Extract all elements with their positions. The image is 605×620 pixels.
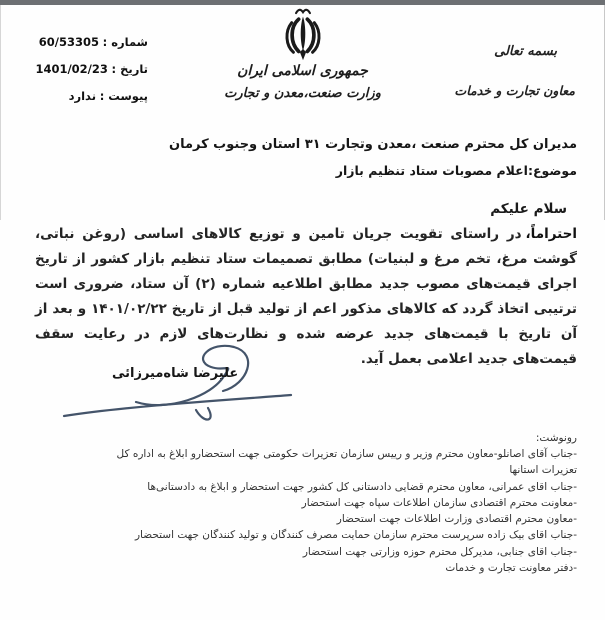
recipient-block (28, 135, 577, 181)
signature-scribble (58, 336, 296, 428)
cc-item: -جناب اقای بیک زاده سرپرست محترم سازمان حمایت مصرف کنندگان و تولید کنندگان جهت استحضار (134, 529, 577, 542)
cc-item: -معاونت محترم اقتصادی سازمان اطلاعات سپاه جهت استحضار (301, 496, 577, 509)
issuing-office-text: معاون تجارت و خدمات (454, 83, 575, 98)
letter-attachment-row (33, 83, 148, 110)
attachment-label: پیوست : (99, 89, 148, 103)
iran-emblem-icon (280, 7, 326, 61)
letter-number-row (33, 29, 148, 56)
recipient-line: مدیران کل محترم صنعت ،معدن وتجارت ۳۱ استان وجنوب کرمان (168, 137, 577, 152)
cc-item: -جناب اقای جنابی، مدیرکل محترم حوزه وزارتی جهت استحضار (302, 545, 577, 558)
number-value: 60/53305 (38, 35, 99, 49)
letter-metadata (33, 29, 148, 110)
date-label: تاریخ : (111, 62, 148, 76)
subject-line: موضوع:اعلام مصوبات ستاد تنظیم بازار (335, 163, 577, 178)
date-value: 1401/02/23 (35, 62, 108, 76)
number-label: شماره : (102, 35, 148, 49)
country-title: جمهوری اسلامی ایران (237, 63, 368, 79)
cc-label: رونوشت: (535, 432, 577, 444)
bismillah-text: بسمه تعالی (494, 44, 557, 59)
attachment-value: ندارد (68, 89, 97, 103)
cc-item: -جناب اقای عمرانی، معاون محترم قضایی دادستانی کل کشور جهت استحضار و ابلاغ به دادستانی‌ها (147, 480, 577, 493)
body-lead-word: احتراماً، (525, 226, 577, 242)
cc-item: -جناب آقای اصانلو-معاون محترم وزیر و رییس سازمان تعزیرات حکومتی جهت استحضارو ابلاغ به اداره کل تعزیرات استانها (116, 448, 577, 477)
scan-top-edge (0, 0, 605, 5)
signatory-name: علیرضا شاه‌میرزائی (112, 366, 239, 381)
letter-date-row (33, 56, 148, 83)
body-paragraph-text: در راستای تقویت جریان تامین و توزیع کالاهای اساسی (روغن نباتی، گوشت مرغ، تخم مرغ و لبنیات) مطابق تصمیمات ستاد تنظیم بازار کشور از تاریخ اجرای قیمت‌های مصوب جدید مطابق اطلاعیه شماره (۲) آن ستاد، ضروری است ترتیبی اتخاذ گردد که کالاهای مذکور اعم از تولید قبل از تاریخ ۱۴۰۱/۰۲/۲۲ و بعد از آن تاریخ با قیمت‌های جدید عرضه شده و نظارت‌های لازم در رعایت سقف قیمت‌های جدید اعلامی بعمل آید. (35, 226, 577, 367)
cc-list (95, 430, 577, 576)
cc-item: -معاون محترم اقتصادی وزارت اطلاعات جهت استحضار (336, 513, 577, 526)
salutation-line: سلام علیکم (490, 201, 567, 217)
cc-item: -دفتر معاونت تجارت و خدمات (445, 562, 577, 575)
ministry-title: وزارت صنعت،معدن و تجارت (224, 86, 381, 101)
